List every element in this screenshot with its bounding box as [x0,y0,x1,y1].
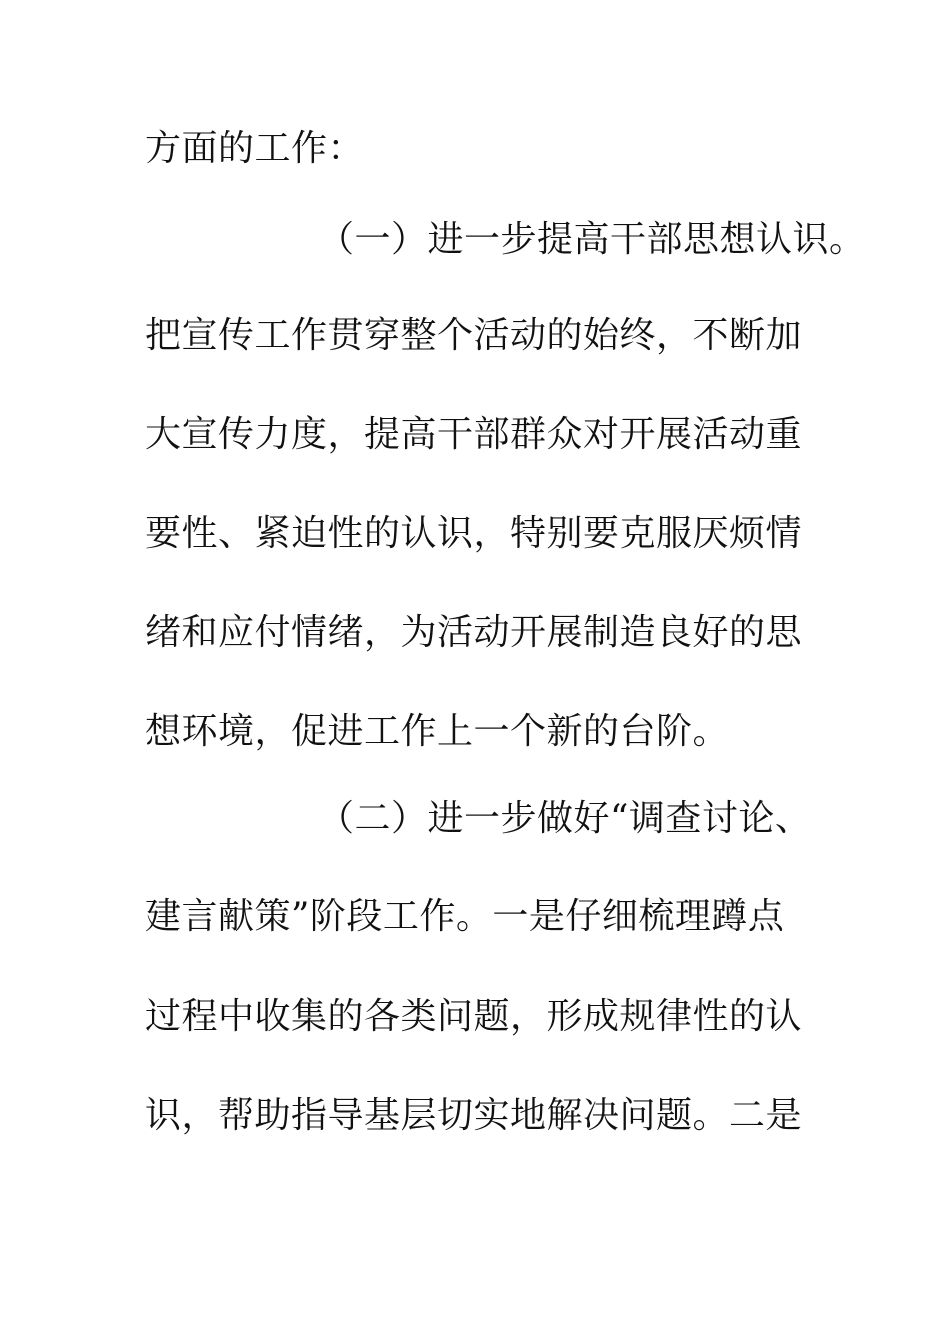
text-line: 大宣传力度，提高干部群众对开展活动重 [145,414,803,455]
text-line: 绪和应付情绪，为活动开展制造良好的思 [145,612,803,653]
text-line: 要性、紧迫性的认识，特别要克服厌烦情 [145,513,803,554]
section-heading-2: （二）进一步做好“调查讨论、 [318,798,812,839]
text-line: 把宣传工作贯穿整个活动的始终，不断加 [145,315,803,356]
text-line: 识，帮助指导基层切实地解决问题。二是 [145,1095,803,1136]
text-line: 想环境，促进工作上一个新的台阶。 [145,711,730,752]
section-heading-1: （一）进一步提高干部思想认识。 [318,219,866,260]
text-line: 方面的工作： [145,128,365,169]
text-line: 过程中收集的各类问题，形成规律性的认 [145,996,803,1037]
text-line: 建言献策”阶段工作。一是仔细梳理蹲点 [145,896,785,937]
